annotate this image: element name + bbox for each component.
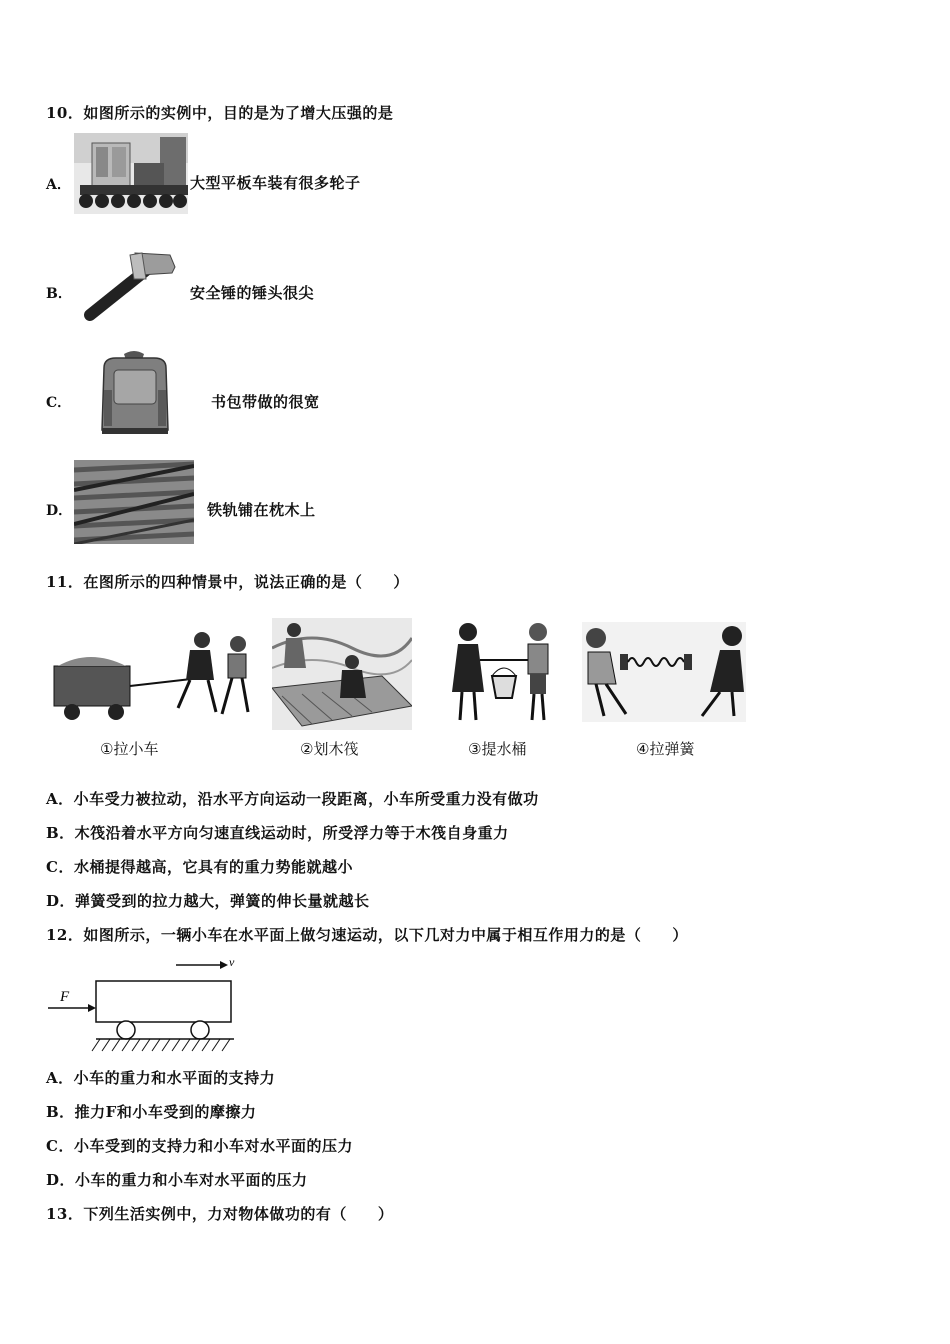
q11-option-d: D．弹簧受到的拉力越大，弹簧的伸长量就越长 xyxy=(46,892,370,910)
q10-option-c-letter: C． xyxy=(46,395,72,411)
q12-option-c: C．小车受到的支持力和小车对水平面的压力 xyxy=(46,1137,353,1155)
scene-caption-4: ④拉弹簧 xyxy=(636,740,695,758)
q10-option-d-text: 铁轨铺在枕木上 xyxy=(207,501,316,519)
q12-option-d: D．小车的重力和小车对水平面的压力 xyxy=(46,1171,308,1189)
q10-stem: 10．如图所示的实例中，目的是为了增大压强的是 xyxy=(46,104,394,122)
q12-stem: 12．如图所示，一辆小车在水平面上做匀速运动，以下几对力中属于相互作用力的是（ ） xyxy=(46,926,688,944)
q10-option-a-letter: A． xyxy=(46,177,71,193)
carry-bucket-scene-image xyxy=(430,620,558,724)
q11-stem: 11．在图所示的四种情景中，说法正确的是（ ） xyxy=(46,573,409,591)
q11-option-b: B．木筏沿着水平方向匀速直线运动时，所受浮力等于木筏自身重力 xyxy=(46,824,509,842)
q13-stem: 13．下列生活实例中，力对物体做功的有（ ） xyxy=(46,1205,394,1223)
q11-option-a: A．小车受力被拉动，沿水平方向运动一段距离，小车所受重力没有做功 xyxy=(46,790,539,808)
flatbed-truck-image xyxy=(74,133,188,214)
velocity-label: v xyxy=(229,955,235,969)
q12-option-a: A．小车的重力和水平面的支持力 xyxy=(46,1069,276,1087)
raft-scene-image xyxy=(272,618,412,730)
q10-option-c-text: 书包带做的很宽 xyxy=(211,393,320,411)
force-label: F xyxy=(60,989,70,1005)
q11-option-c: C．水桶提得越高，它具有的重力势能就越小 xyxy=(46,858,353,876)
scene-caption-3: ③提水桶 xyxy=(468,740,527,758)
backpack-image xyxy=(94,350,176,438)
railway-track-image xyxy=(74,460,194,544)
q10-option-b-letter: B． xyxy=(46,286,72,302)
pull-spring-scene-image xyxy=(582,622,746,722)
q10-option-d-letter: D． xyxy=(46,503,73,519)
q12-option-b: B．推力F和小车受到的摩擦力 xyxy=(46,1103,257,1121)
scene-caption-2: ②划木筏 xyxy=(300,740,359,758)
safety-hammer-image xyxy=(80,245,178,325)
q10-option-a-text: 大型平板车装有很多轮子 xyxy=(190,174,361,192)
q10-option-b-text: 安全锤的锤头很尖 xyxy=(190,284,315,302)
pull-cart-scene-image xyxy=(50,628,254,723)
cart-force-diagram xyxy=(44,952,244,1056)
scene-caption-1: ①拉小车 xyxy=(100,740,159,758)
